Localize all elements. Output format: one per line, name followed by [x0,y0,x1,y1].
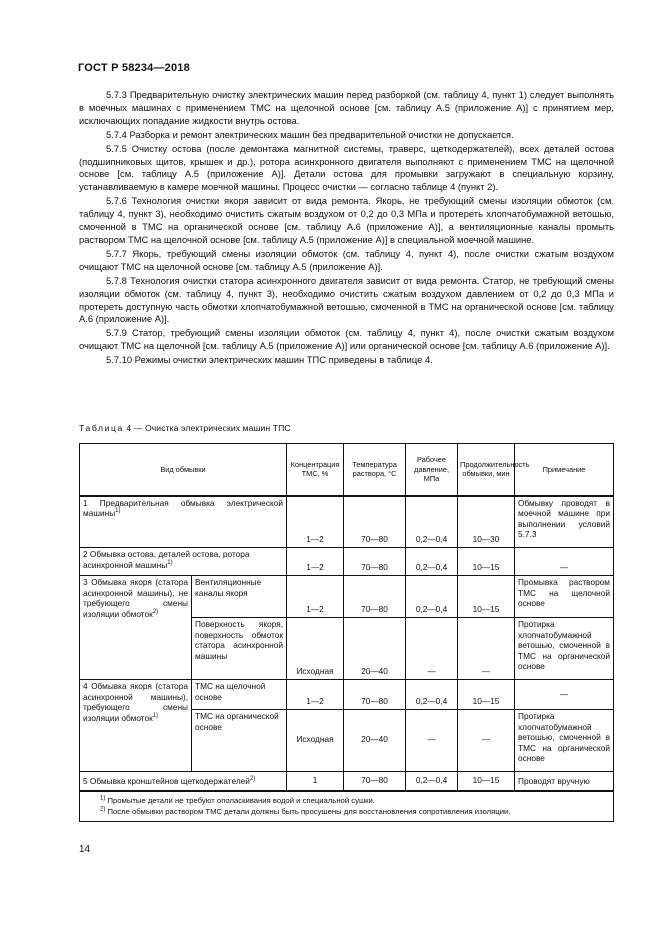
paragraph-5-7-10: 5.7.10 Режимы очистки электрических машин ТПС приведены в таблице 4. [106,354,433,366]
row3a-duration: 10—15 [458,576,515,618]
row2-pressure: 0,2—0,4 [406,548,458,576]
row4a-duration: 10—15 [458,680,515,710]
row3b-concentration: Исходная [287,618,344,680]
paragraph-5-7-3: 5.7.3 Предварительную очистку электрических машин перед разборкой (см. таблицу 4, пункт 1) следует выполнять в моечных машинах с применением ТМС на щелочной основе [см. таблицу А.5 (приложение А)] с принятием мер, исключающих попадание жидкости внутрь остова. [79,89,614,126]
row4b-concentration: Исходная [287,710,344,772]
paragraph-5-7-4: 5.7.4 Разборка и ремонт электрических машин без предварительной очистки не допускается. [106,128,514,140]
row4a-temperature: 70—80 [344,680,406,710]
table-row-2 [80,548,614,576]
row2-concentration: 1—2 [287,548,344,576]
row1-pressure: 0,2—0,4 [406,496,458,548]
row4a-pressure: 0,2—0,4 [406,680,458,710]
table-caption [79,423,291,433]
row1-type: 1 Предварительная обмывка электрической машины$^{1)}$ [80,496,287,548]
paragraph-5-7-7: 5.7.7 Якорь, требующий смены изоляции обмоток (см. таблицу 4, пункт 4), после очистки сжатым воздухом очищают ТМС на щелочной основе [см. таблицу А.5 (приложение А)]. [79,247,614,272]
header-duration: Продолжительность обмывки, мин [458,444,515,496]
table-caption-prefix: Таблица [79,423,124,433]
row4-type: 4 Обмывка якоря (статора асинхронной машины), требующего смены изоляции обмоток$^{1)}$ [80,680,192,772]
row3a-pressure: 0,2—0,4 [406,576,458,618]
footnote-2: $^{2)}$ После обмывки раствором ТМС детали должны быть просушены для восстановления сопротивления изоляции. [100,805,511,816]
row3b-duration: — [458,618,515,680]
row4a-subtype: ТМС на щелочной основе [192,680,287,710]
row4b-duration: — [458,710,515,772]
table-row-1 [80,496,614,548]
header-pressure: Рабочее давление, МПа [406,444,458,496]
cleaning-modes-table [79,443,614,822]
footnote-1: $^{1)}$ Промытые детали не требуют ополаскивания водой и специальной сушки. [100,794,375,805]
row5-pressure: 0,2—0,4 [406,772,458,791]
row1-concentration: 1—2 [287,496,344,548]
table-footnotes-row [80,791,614,822]
row3b-note: Протирка хлопчатобумажной ветошью, смоченной в ТМС на органической основе [515,618,614,680]
row5-note: Проводят вручную [515,772,614,791]
page-number: 14 [79,844,91,855]
row2-temperature: 70—80 [344,548,406,576]
header-temperature: Температура раствора, °С [344,444,406,496]
row3-type: 3 Обмывка якоря (статора асинхронной машины), не требующего смены изоляции обмоток$^{2)}$ [80,576,192,680]
row2-note: — [515,548,614,576]
header-note: Примечание [515,444,614,496]
table-caption-title: 4 — Очистка электрических машин ТПС [123,423,291,433]
table-row-3a [80,576,614,618]
row3a-subtype: Вентиляционные каналы якоря [192,576,287,618]
table-header-row [80,444,614,496]
row3b-temperature: 20—40 [344,618,406,680]
body-text [79,89,614,367]
row4a-note: — [515,680,614,710]
table-row-4a [80,680,614,710]
row4a-concentration: 1—2 [287,680,344,710]
row3b-subtype: Поверхность якоря, поверхность обмоток статора асинхронной машины [192,618,287,680]
paragraph-5-7-6: 5.7.6 Технология очистки якоря зависит от вида ремонта. Якорь, не требующий смены изоляции обмоток (см. таблицу 4, пункт 3), необходимо очистить сжатым воздухом от 0,2 до 0,3 МПа и протереть хлопчатобумажной ветошью, смоченной в ТМС на органической основе [см. таблицу А.6 (приложение А)], а вентиляционные каналы промыть раствором ТМС на щелочной основе [см. таблицу А.5 (приложение А)] в специальной моечной машине. [79,195,614,245]
row5-concentration: 1 [287,772,344,791]
row2-duration: 10—15 [458,548,515,576]
table-row-5 [80,772,614,791]
row4b-note: Протирка хлопчатобумажной ветошью, смоченной в ТМС на органической основе [515,710,614,772]
paragraph-5-7-5: 5.7.5 Очистку остова (после демонтажа магнитной системы, траверс, щеткодержателей), всех деталей остова (подшипниковых щитов, крышек и др.), ротора асинхронного двигателя выполняют с применением ТМС на щелочной основе [см. таблицу А.5 (приложение А)]. Детали остова для промывки загружают в специальную корзину, устанавливаемую в камере моечной машины. Процесс очистки — согласно таблице 4 (пункт 2). [79,142,614,193]
row3b-pressure: — [406,618,458,680]
row4b-subtype: ТМС на органической основе [192,710,287,772]
row3a-note: Промывка раствором ТМС на щелочной основе [515,576,614,618]
row3a-concentration: 1—2 [287,576,344,618]
row2-type: 2 Обмывка остова, деталей остова, ротора асинхронной машины$^{1)}$ [80,548,287,576]
table-footnotes [80,791,614,822]
header-concentration: Концентрация ТМС, % [287,444,344,496]
paragraph-5-7-8: 5.7.8 Технология очистки статора асинхронного двигателя зависит от вида ремонта. Статор, не требующий смены изоляции обмоток (см. таблицу 4, пункт 3), необходимо очистить сжатым воздухом давлением от 0,2 до 0,3 МПа и протереть доступную часть обмотки хлопчатобумажной ветошью, смоченной в ТМС на органической основе [см. таблицу А.6 (приложение А)]. [79,274,614,325]
row4b-pressure: — [406,710,458,772]
row1-temperature: 70—80 [344,496,406,548]
row5-duration: 10—15 [458,772,515,791]
document-header: ГОСТ Р 58234—2018 [78,62,190,74]
row1-note: Обмывку проводят в моечной машине при выполнении условий 5.7.3 [515,496,614,548]
row4b-temperature: 20—40 [344,710,406,772]
row5-type: 5 Обмывка кронштейнов щеткодержателей$^{2)}$ [80,772,287,791]
row3a-temperature: 70—80 [344,576,406,618]
header-type: Вид обмывки [80,444,287,496]
row5-temperature: 70—80 [344,772,406,791]
row1-duration: 10—30 [458,496,515,548]
paragraph-5-7-9: 5.7.9 Статор, требующий смены изоляции обмоток (см. таблицу 4, пункт 4), после очистки сжатым воздухом очищают ТМС на щелочной [см. таблицу А.5 (приложение А)] или органической основе [см. таблицу А.6 (приложение А)]. [79,327,614,352]
